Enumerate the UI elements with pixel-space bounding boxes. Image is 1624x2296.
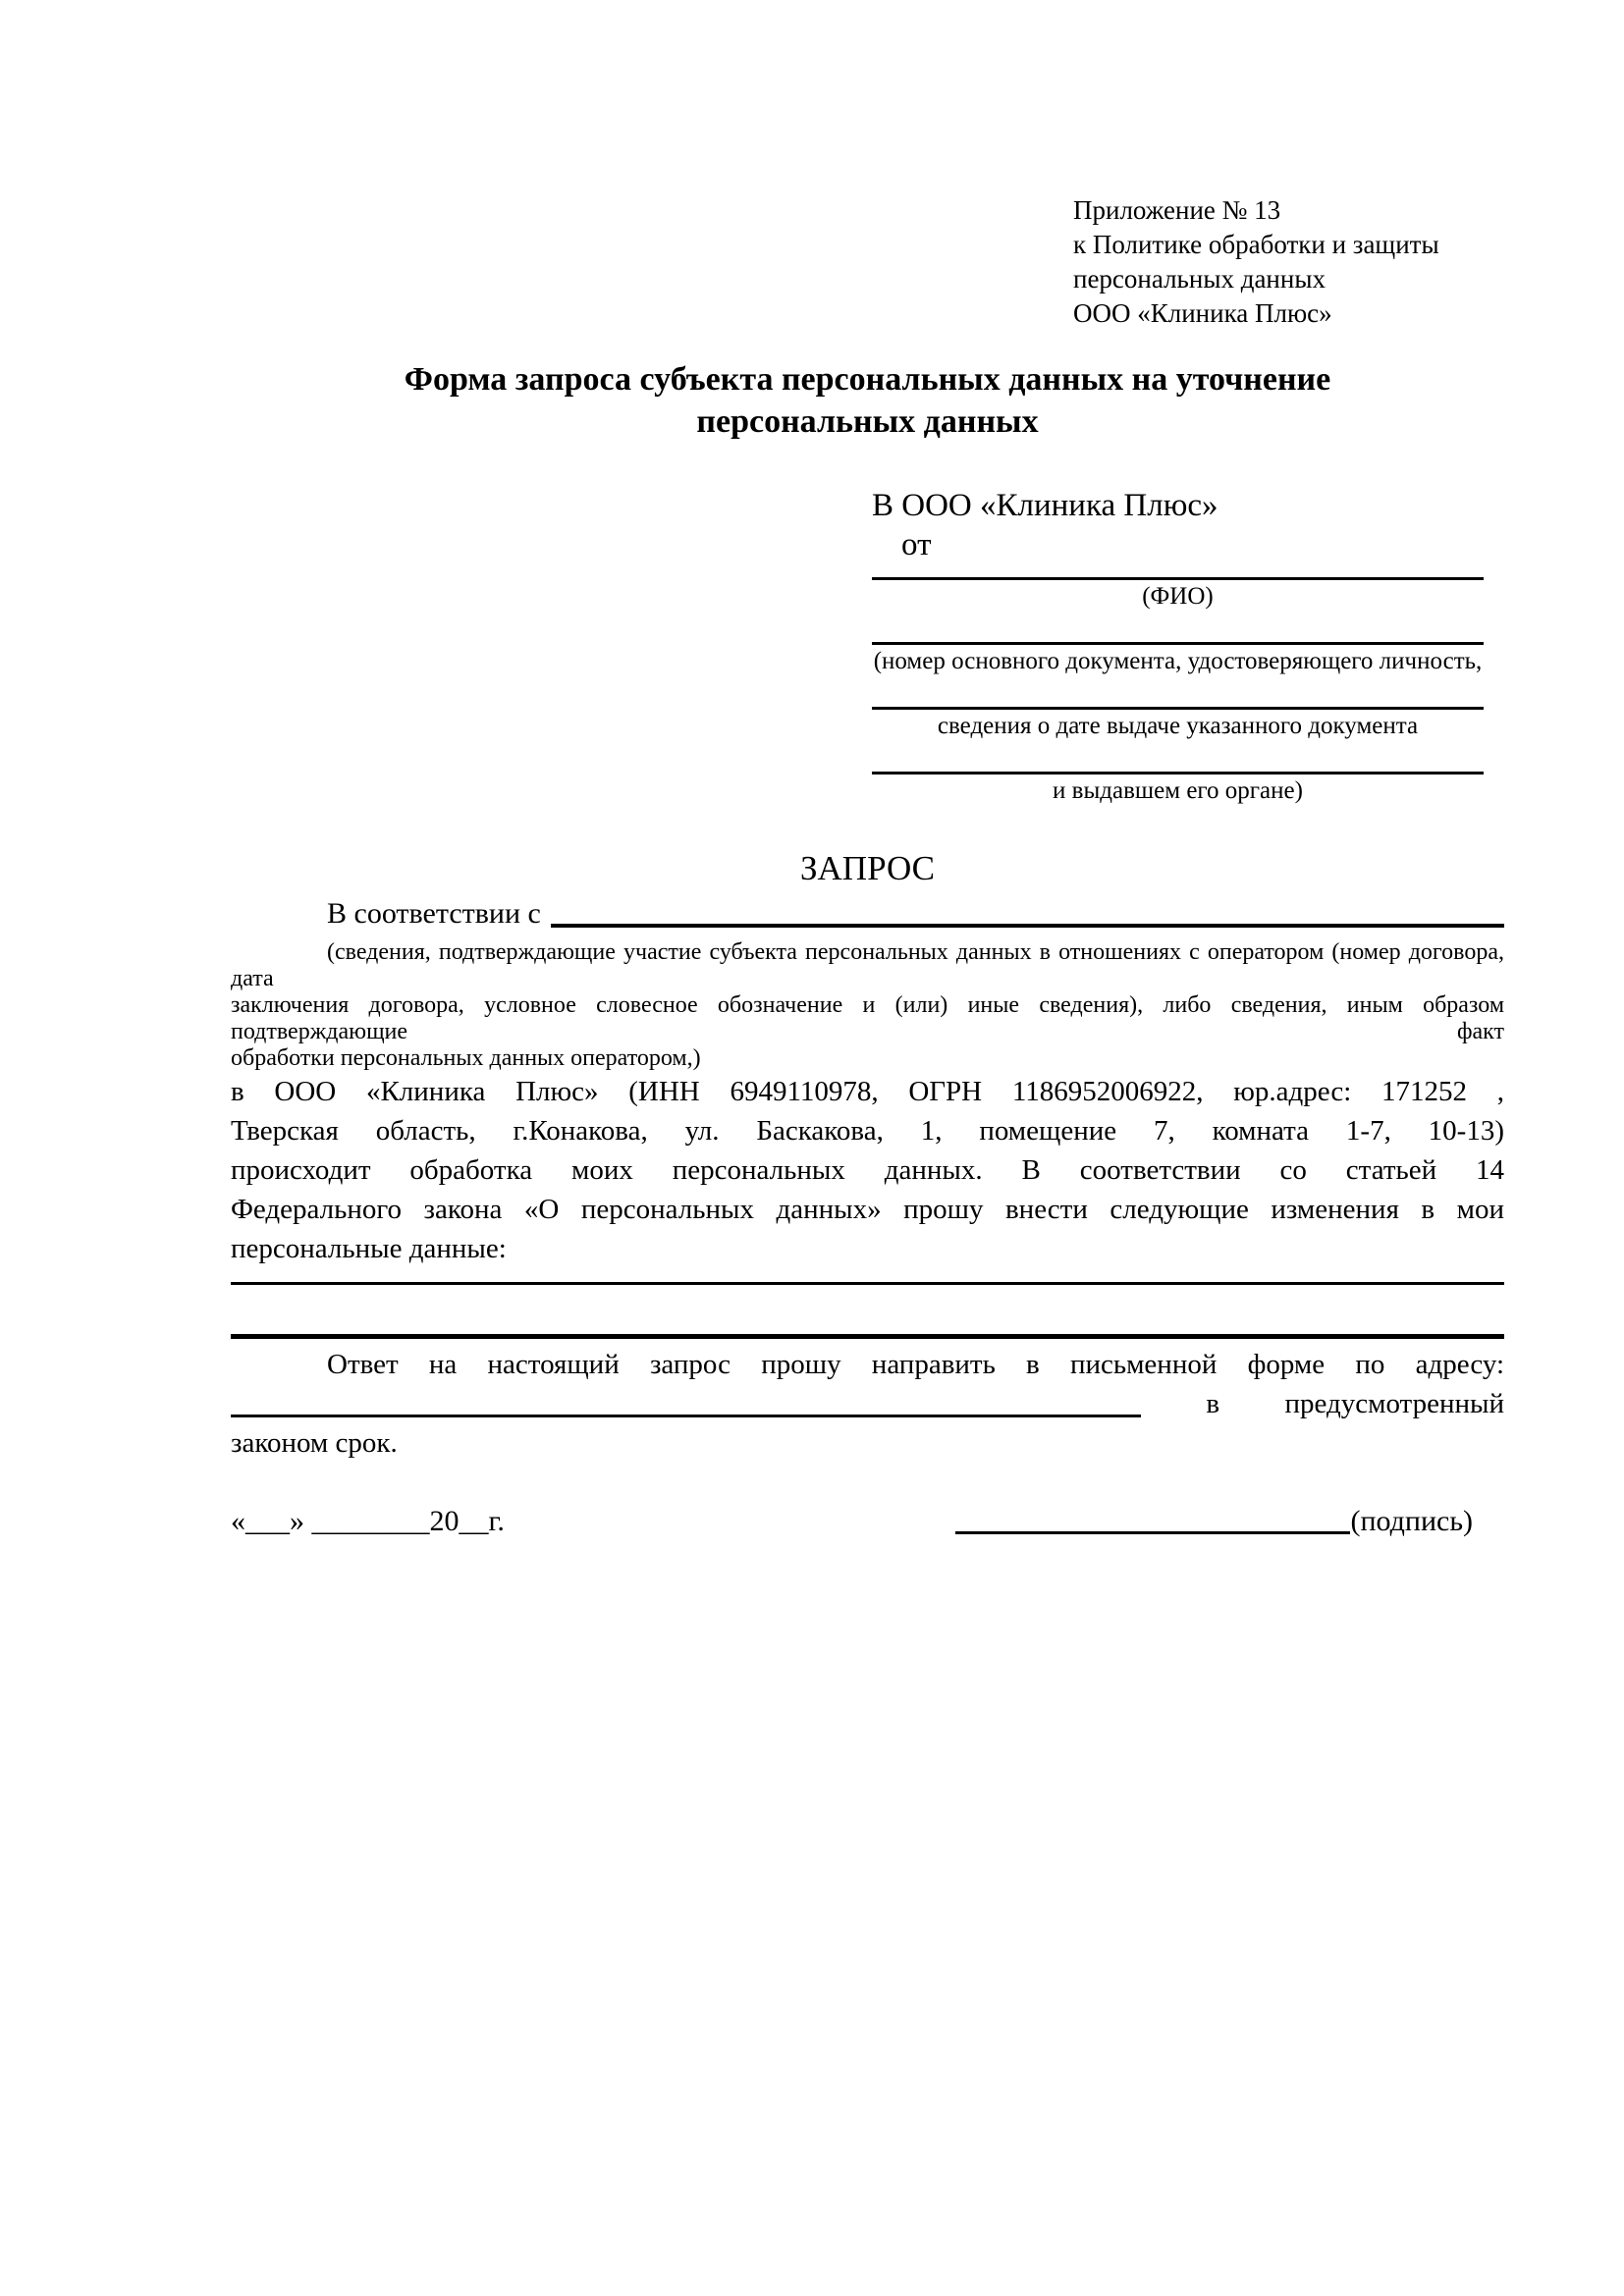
reply-word: предусмотренный bbox=[1284, 1388, 1504, 1419]
signature-field bbox=[955, 1502, 1473, 1541]
reply-paragraph bbox=[231, 1345, 1504, 1463]
request-heading: ЗАПРОС bbox=[799, 849, 936, 887]
document-content bbox=[231, 193, 1504, 1541]
date-field[interactable]: «___» ________20__г. bbox=[231, 1505, 505, 1537]
explanatory-note bbox=[231, 939, 1504, 1072]
document-number-input-line[interactable] bbox=[872, 642, 1484, 645]
addressee-block bbox=[872, 486, 1484, 806]
note-line: заключения договора, условное словесное обозначение и (или) иные сведения), либо сведения, иным образом подтверждающие факт bbox=[231, 992, 1504, 1044]
note-line: (сведения, подтверждающие участие субъекта персональных данных в отношениях с оператором (номер договора, дата bbox=[231, 939, 1504, 991]
accordance-input-line[interactable] bbox=[551, 894, 1504, 928]
appendix-line: персональных данных bbox=[1073, 264, 1326, 294]
signature-line[interactable] bbox=[955, 1531, 1350, 1534]
issuing-authority-caption: и выдавшем его органе) bbox=[1053, 777, 1303, 804]
addressee-from-label: от bbox=[901, 527, 932, 562]
address-input-line[interactable] bbox=[231, 1415, 1141, 1417]
request-body bbox=[231, 1072, 1504, 1268]
fio-caption: (ФИО) bbox=[1142, 583, 1214, 610]
appendix-block bbox=[1073, 193, 1504, 331]
date-signature-row bbox=[231, 1502, 1504, 1541]
body-line: в ООО «Клиника Плюс» (ИНН 6949110978, ОГРН 1186952006922, юр.адрес: 171252 , bbox=[231, 1076, 1504, 1107]
document-number-caption: (номер основного документа, удостоверяющего личность, bbox=[873, 648, 1483, 674]
issuing-authority-input-line[interactable] bbox=[872, 772, 1484, 774]
reply-address-row bbox=[231, 1384, 1504, 1423]
appendix-line: ООО «Клиника Плюс» bbox=[1073, 298, 1332, 328]
signature-caption: (подпись) bbox=[1350, 1505, 1473, 1537]
addressee-organization: В ООО «Клиника Плюс» bbox=[872, 488, 1218, 523]
reply-line: Ответ на настоящий запрос прошу направить в письменной форме по адресу: bbox=[327, 1349, 1504, 1380]
page-title: Форма запроса субъекта персональных данных на уточнение персональных данных bbox=[404, 361, 1331, 440]
reply-word: в bbox=[1206, 1388, 1220, 1419]
note-line: обработки персональных данных оператором,) bbox=[231, 1045, 701, 1071]
accordance-prefix: В соответствии с bbox=[327, 897, 541, 930]
issue-date-caption: сведения о дате выдаче указанного документа bbox=[937, 713, 1419, 739]
body-line: Федерального закона «О персональных данных» прошу внести следующие изменения в мои bbox=[231, 1194, 1504, 1225]
issue-date-field bbox=[872, 707, 1484, 741]
accordance-row bbox=[231, 894, 1504, 934]
body-line: персональные данные: bbox=[231, 1233, 507, 1264]
fio-input-line[interactable] bbox=[872, 577, 1484, 580]
reply-line: законом срок. bbox=[231, 1427, 398, 1459]
body-line: происходит обработка моих персональных данных. В соответствии со статьей 14 bbox=[231, 1154, 1504, 1186]
document-number-field bbox=[872, 642, 1484, 676]
issuing-authority-field bbox=[872, 772, 1484, 806]
body-line: Тверская область, г.Конакова, ул. Баскакова, 1, помещение 7, комната 1-7, 10-13) bbox=[231, 1115, 1504, 1147]
changes-input-line-2[interactable] bbox=[231, 1334, 1504, 1339]
fio-field bbox=[872, 577, 1484, 612]
appendix-line: к Политике обработки и защиты bbox=[1073, 230, 1439, 259]
changes-input-line-1[interactable] bbox=[231, 1282, 1504, 1285]
appendix-line: Приложение № 13 bbox=[1073, 195, 1281, 225]
issue-date-input-line[interactable] bbox=[872, 707, 1484, 710]
